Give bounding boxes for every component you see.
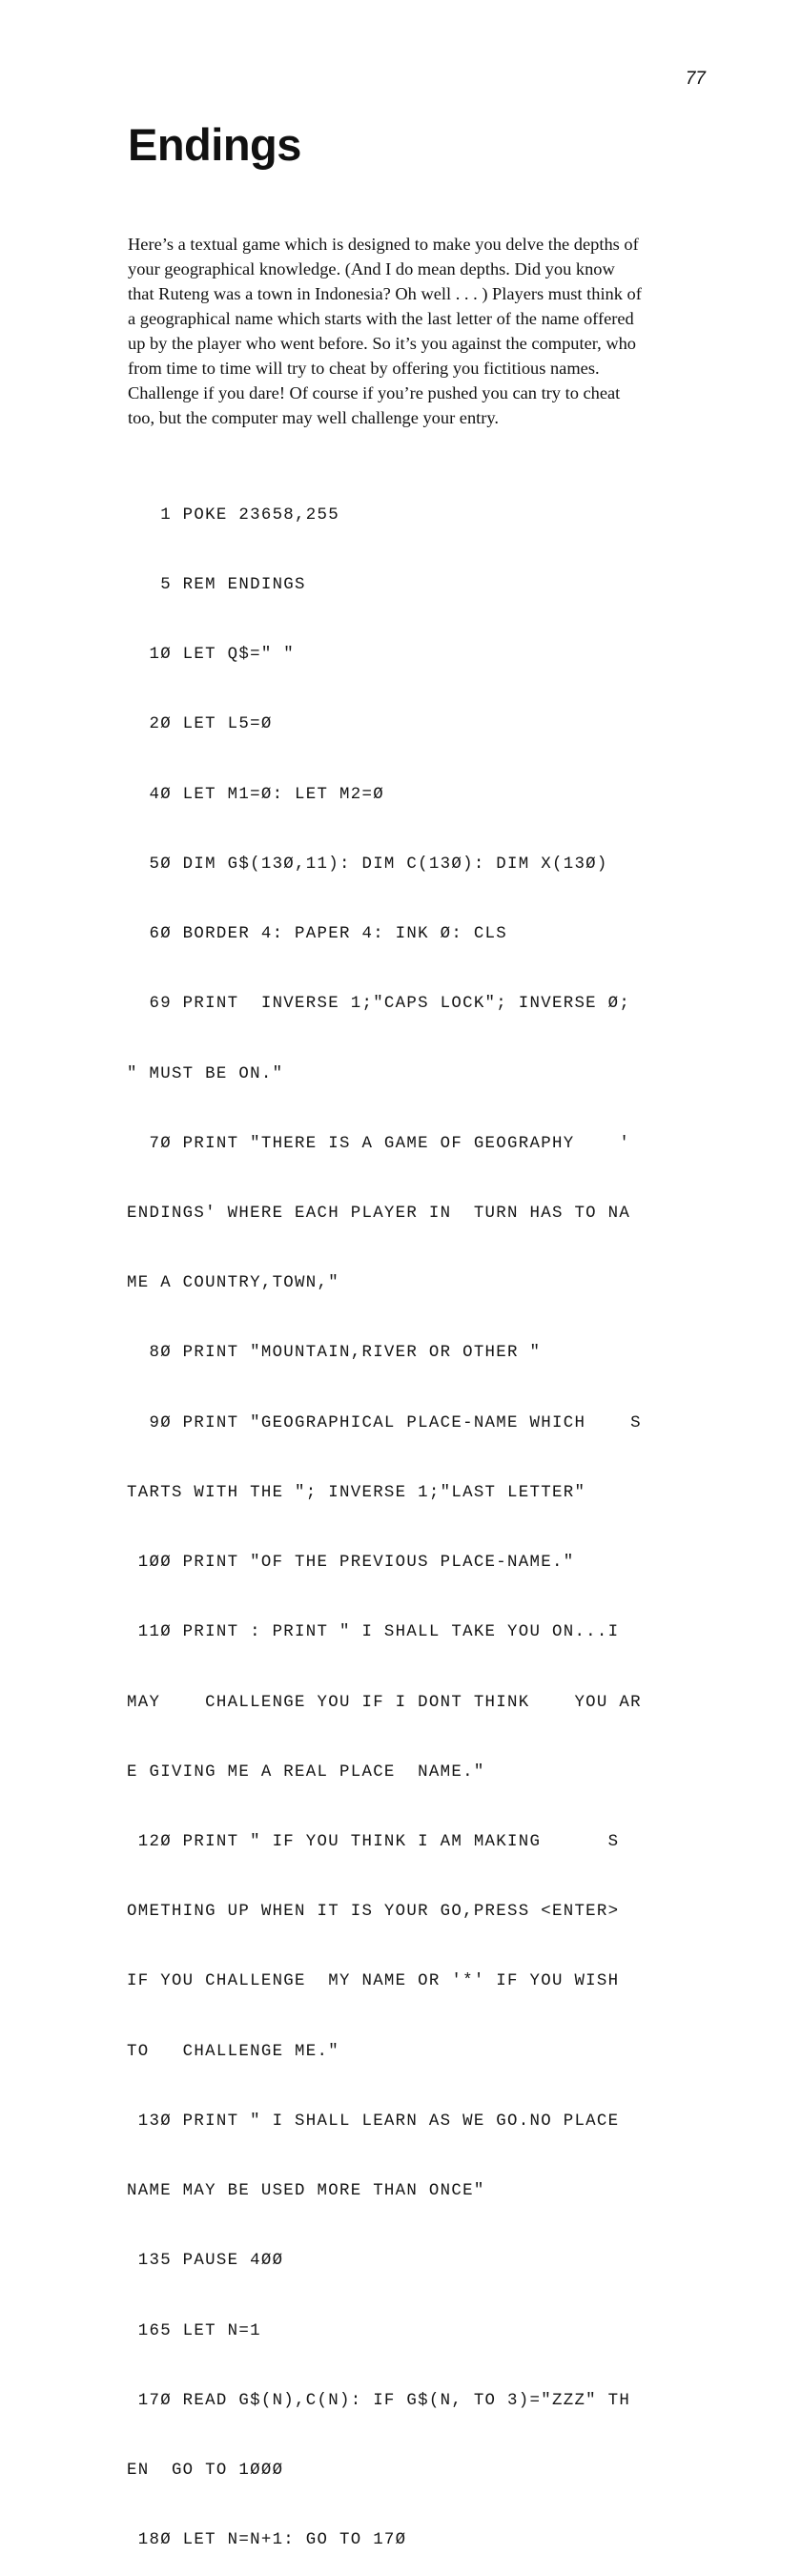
- code-line: 4Ø LET M1=Ø: LET M2=Ø: [127, 785, 384, 804]
- code-line: 8Ø PRINT "MOUNTAIN,RIVER OR OTHER ": [127, 1344, 542, 1363]
- code-line: 7Ø PRINT "THERE IS A GAME OF GEOGRAPHY ': [127, 1134, 631, 1153]
- intro-line: up by the player who went before. So it’s you against the computer, who: [128, 334, 636, 353]
- code-line: IF YOU CHALLENGE MY NAME OR '*' IF YOU WISH: [127, 1972, 620, 1991]
- intro-line: too, but the computer may well challenge your entry.: [128, 408, 499, 427]
- intro-line: your geographical knowledge. (And I do mean depths. Did you know: [128, 259, 615, 278]
- code-line: E GIVING ME A REAL PLACE NAME.": [127, 1762, 485, 1782]
- code-line: NAME MAY BE USED MORE THAN ONCE": [127, 2182, 485, 2201]
- code-line: 135 PAUSE 4ØØ: [127, 2252, 284, 2271]
- code-line: 2Ø LET L5=Ø: [127, 715, 273, 734]
- code-line: 1 POKE 23658,255: [127, 505, 339, 525]
- code-line: 18Ø LET N=N+1: GO TO 17Ø: [127, 2531, 407, 2550]
- code-line: 165 LET N=1: [127, 2321, 261, 2340]
- code-line: 6Ø BORDER 4: PAPER 4: INK Ø: CLS: [127, 925, 508, 944]
- page-number: 77: [685, 69, 706, 89]
- code-line: ME A COUNTRY,TOWN,": [127, 1274, 339, 1293]
- intro-line: Here’s a textual game which is designed to make you delve the depths of: [128, 235, 639, 254]
- program-listing: [127, 458, 642, 2576]
- code-line: TARTS WITH THE "; INVERSE 1;"LAST LETTER": [127, 1483, 586, 1502]
- code-line: " MUST BE ON.": [127, 1064, 284, 1083]
- code-line: EN GO TO 1ØØØ: [127, 2461, 284, 2480]
- code-line: 69 PRINT INVERSE 1;"CAPS LOCK"; INVERSE Ø;: [127, 995, 631, 1014]
- code-line: 13Ø PRINT " I SHALL LEARN AS WE GO.NO PLACE: [127, 2112, 620, 2131]
- page-title: Endings: [128, 119, 301, 170]
- code-line: ENDINGS' WHERE EACH PLAYER IN TURN HAS TO NA: [127, 1205, 631, 1223]
- code-line: 11Ø PRINT : PRINT " I SHALL TAKE YOU ON...I: [127, 1623, 620, 1642]
- intro-line: from time to time will try to cheat by offering you fictitious names.: [128, 359, 600, 378]
- code-line: 5 REM ENDINGS: [127, 576, 306, 595]
- code-line: 12Ø PRINT " IF YOU THINK I AM MAKING S: [127, 1832, 620, 1851]
- code-line: MAY CHALLENGE YOU IF I DONT THINK YOU AR: [127, 1693, 642, 1712]
- intro-line: a geographical name which starts with the last letter of the name offered: [128, 309, 634, 328]
- intro-line: that Ruteng was a town in Indonesia? Oh well . . . ) Players must think of: [128, 284, 642, 303]
- intro-line: Challenge if you dare! Of course if you’re pushed you can try to cheat: [128, 383, 621, 402]
- code-line: TO CHALLENGE ME.": [127, 2042, 339, 2061]
- code-line: OMETHING UP WHEN IT IS YOUR GO,PRESS <ENTER>: [127, 1903, 620, 1922]
- code-line: 9Ø PRINT "GEOGRAPHICAL PLACE-NAME WHICH S: [127, 1413, 642, 1432]
- code-line: 5Ø DIM G$(13Ø,11): DIM C(13Ø): DIM X(13Ø): [127, 855, 608, 874]
- code-line: 1ØØ PRINT "OF THE PREVIOUS PLACE-NAME.": [127, 1554, 575, 1573]
- intro-paragraph: [128, 232, 738, 430]
- code-line: 17Ø READ G$(N),C(N): IF G$(N, TO 3)="ZZZ" TH: [127, 2391, 631, 2410]
- code-line: 1Ø LET Q$=" ": [127, 646, 296, 665]
